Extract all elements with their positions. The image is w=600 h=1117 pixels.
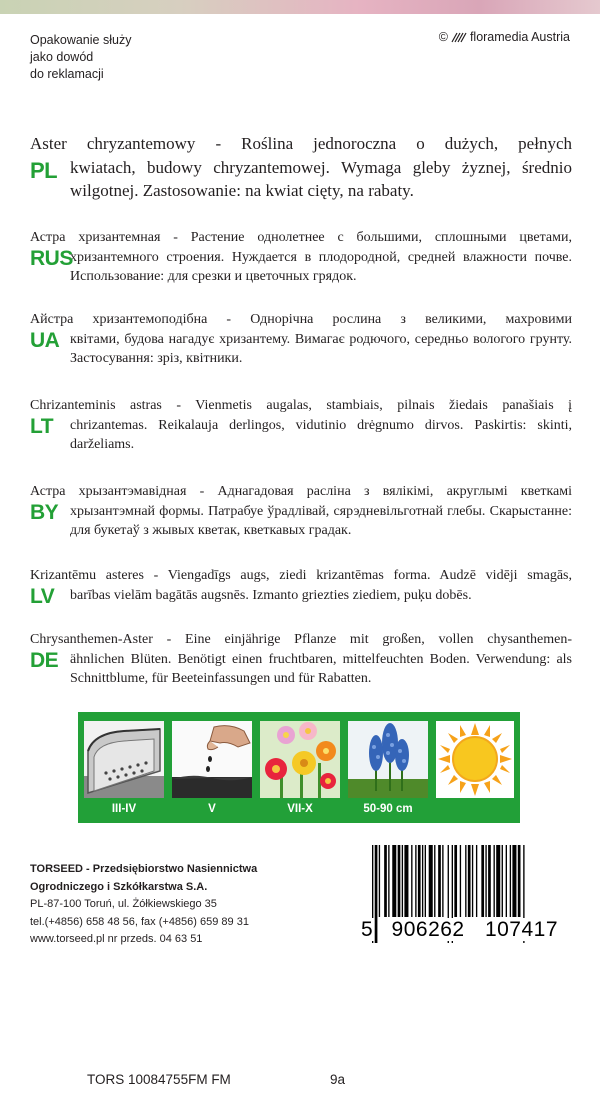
barcode-bar <box>418 845 421 917</box>
barcode-digits <box>360 918 559 942</box>
complaint-notice <box>30 32 131 83</box>
barcode-bar <box>488 845 491 917</box>
barcode-bar <box>429 845 433 917</box>
language-code: LV <box>30 585 55 608</box>
barcode-bar <box>506 845 507 917</box>
barcode-bar <box>472 845 473 917</box>
barcode-bar <box>438 845 441 917</box>
barcode-bar <box>454 845 457 917</box>
company-phone: tel.(+4856) 658 48 56, fax (+4856) 659 89 31 <box>30 915 249 928</box>
language-code: LT <box>30 415 54 438</box>
top-photo-strip <box>0 0 600 14</box>
description-lead: Chrysanthemen-Aster - Eine einjährige Pflanze mit großen, vollen chysanthemen- <box>30 632 572 647</box>
description-body: barības vielām bagātās augsnēs. Izmanto griezties ziediem, puķu dobēs. <box>70 587 472 603</box>
barcode-bar <box>404 845 408 917</box>
sowing-icon <box>172 721 252 798</box>
barcode-bar <box>512 845 516 917</box>
barcode-bar <box>518 845 521 917</box>
sun-icon <box>436 721 514 798</box>
description-ua <box>30 310 572 369</box>
barcode-bar <box>425 845 426 917</box>
description-rus <box>30 228 572 287</box>
barcode-bar <box>434 845 435 917</box>
floramedia-logo-icon <box>451 32 467 43</box>
barcode-bar <box>379 845 380 917</box>
copyright-symbol: © <box>438 30 448 44</box>
barcode-bar <box>496 845 500 917</box>
description-body: хрызантэмнай формы. Патрабуе ўрадлівай, сярэдневільготнай глебы. Скарыстанне: для букетаў з жывых кветак, кветкавых градак. <box>70 503 572 538</box>
description-lt <box>30 396 572 455</box>
barcode-bar <box>384 845 387 917</box>
description-lead: Chrizanteminis astras - Vienmetis augalas, stambiais, pilnais žiedais panašiais į <box>30 398 572 413</box>
copyright-brand: floramedia Austria <box>469 30 570 44</box>
barcode-bar <box>468 845 471 917</box>
product-code: TORS 10084755FM FM <box>87 1072 231 1087</box>
barcode-bar <box>398 845 401 917</box>
barcode-bar <box>442 845 443 917</box>
barcode-bar <box>392 845 396 917</box>
description-body: квітами, будова нагадує хризантему. Вимагає родючого, середньо вологого грунту. Застосування: зріз, квітники. <box>70 331 572 366</box>
barcode-bar <box>411 845 412 917</box>
description-lv <box>30 566 572 608</box>
company-website: www.torseed.pl nr przeds. 04 63 51 <box>30 933 203 945</box>
print-number: 9a <box>330 1072 346 1087</box>
description-lead: Krizantēmu asteres - Viengadīgs augs, ziedi krizantēmas forma. Audzē vidēji smagās, <box>30 568 572 583</box>
description-de <box>30 630 572 689</box>
barcode-bar <box>494 845 495 917</box>
flowering-icon <box>260 721 340 798</box>
description-body: ähnlichen Blüten. Benötigt einen fruchtbaren, mittelfeuchten Boden. Verwendung: als Schnittblume, für Beeteinfassungen und für Rabatten. <box>70 651 572 686</box>
greenhouse-icon <box>84 721 164 798</box>
language-code: RUS <box>30 247 73 270</box>
barcode-bar <box>485 845 486 917</box>
description-by <box>30 482 572 541</box>
description-body: хризантемного строения. Нуждается в плодородной, средней влажности почве. Использование: для срезки и цветочных грядок. <box>70 249 572 284</box>
description-lead: Айстра хризантемоподібна - Однорічна рослина з великими, махровими <box>30 312 572 327</box>
plant-height-icon <box>348 721 428 798</box>
notice-line: do reklamacji <box>30 67 104 81</box>
company-name-cont: Ogrodniczego i Szkółkarstwa S.A. <box>30 880 208 893</box>
copyright-line <box>439 30 570 44</box>
barcode-first-digit: 5 <box>361 918 374 941</box>
notice-line: jako dowód <box>30 50 94 64</box>
language-code: DE <box>30 649 59 672</box>
barcode-bar <box>465 845 466 917</box>
barcode-bar <box>476 845 477 917</box>
notice-line: Opakowanie służy <box>30 33 132 47</box>
icon-label: 50-90 cm <box>363 803 413 815</box>
company-address <box>30 861 257 949</box>
description-body: kwiatach, budowy chryzantemowej. Wymaga gleby żyznej, średnio wilgotnej. Zastosowanie: na kwiat cięty, na rabaty. <box>70 157 572 200</box>
barcode-bar <box>415 845 416 917</box>
barcode-bar <box>460 845 461 917</box>
barcode-bar <box>502 845 503 917</box>
description-lead: Астра хризантемная - Растение однолетнее с большими, сплошными цветами, <box>30 230 572 245</box>
barcode-bar <box>388 845 389 917</box>
barcode-bar <box>510 845 511 917</box>
description-lead: Астра хрызантэмавідная - Аднагадовая расліна з вялікімі, акруглымі кветкамі <box>30 484 572 499</box>
barcode-bar <box>402 845 403 917</box>
icon-label: III-IV <box>111 803 137 815</box>
language-code: UA <box>30 329 60 352</box>
language-code: PL <box>30 158 58 183</box>
barcode-bar <box>481 845 484 917</box>
company-name: TORSEED - Przedsiębiorstwo Nasiennictwa <box>30 863 258 875</box>
description-pl <box>30 132 572 203</box>
language-code: BY <box>30 501 59 524</box>
barcode-bar <box>422 845 423 917</box>
cultivation-icons <box>78 712 520 823</box>
icon-label: VII-X <box>287 803 313 815</box>
company-street: PL-87-100 Toruń, ul. Żółkiewskiego 35 <box>30 898 217 910</box>
description-body: chrizantemas. Reikalauja derlingos, vidutinio drėgnumo dirvos. Paskirtis: skinti, darželiams. <box>70 417 572 452</box>
icon-label: V <box>208 803 216 815</box>
description-lead: Aster chryzantemowy - Roślina jednoroczna o dużych, pełnych <box>30 134 572 153</box>
barcode-right-group: 107417 <box>484 918 559 941</box>
barcode-left-group: 906262 <box>391 918 465 941</box>
